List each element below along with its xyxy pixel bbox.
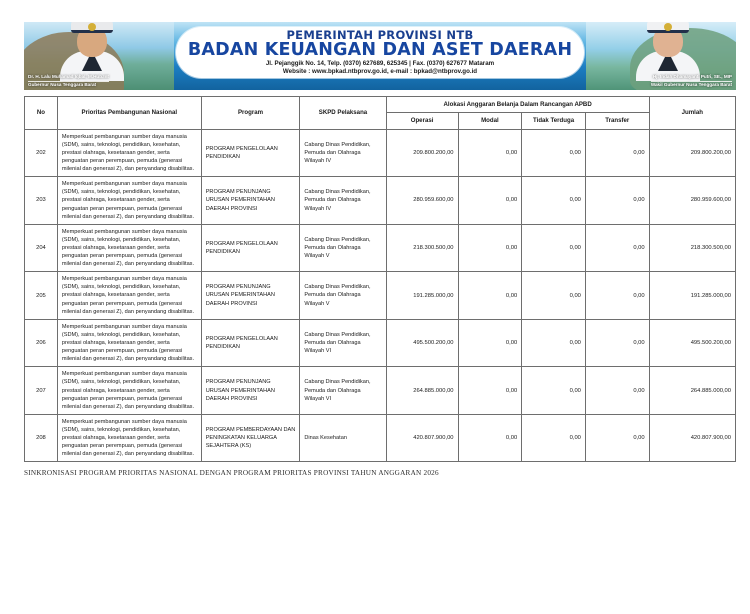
col-header-alokasi-group: Alokasi Anggaran Belanja Dalam Rancangan APBD [386, 97, 649, 113]
report-table-container [22, 96, 732, 462]
table-row [25, 414, 736, 462]
col-header-transfer: Transfer [585, 113, 649, 129]
cell-operasi: 495.500.200,00 [386, 319, 458, 367]
cell-program: PROGRAM PEMBERDAYAAN DAN PENINGKATAN KELUARGA SEJAHTERA (KS) [201, 414, 300, 462]
cell-program: PROGRAM PENUNJANG URUSAN PEMERINTAHAN DAERAH PROVINSI [201, 177, 300, 225]
cell-operasi: 420.807.900,00 [386, 414, 458, 462]
table-row [25, 224, 736, 272]
col-header-tidak-terduga: Tidak Terduga [522, 113, 586, 129]
cell-no: 205 [25, 272, 58, 320]
col-header-skpd: SKPD Pelaksana [300, 97, 386, 130]
table-header [25, 97, 736, 130]
cell-skpd: Cabang Dinas Pendidikan, Pemuda dan Olahraga Wilayah IV [300, 129, 386, 177]
cell-transfer: 0,00 [585, 319, 649, 367]
table-row [25, 177, 736, 225]
cell-operasi: 218.300.500,00 [386, 224, 458, 272]
cell-prioritas: Memperkuat pembangunan sumber daya manusia (SDM), sains, teknologi, pendidikan, kesehatan, prestasi olahraga, kesetaraan gender, serta penguatan peran perempuan, pemuda (generasi milenial dan generasi Z), dan penyandang disabilitas. [57, 319, 201, 367]
cell-operasi: 264.885.000,00 [386, 367, 458, 415]
cell-tidak-terduga: 0,00 [522, 177, 586, 225]
cell-skpd: Cabang Dinas Pendidikan, Pemuda dan Olahraga Wilayah VI [300, 367, 386, 415]
cell-prioritas: Memperkuat pembangunan sumber daya manusia (SDM), sains, teknologi, pendidikan, kesehatan, prestasi olahraga, kesetaraan gender, serta penguatan peran perempuan, pemuda (generasi milenial dan generasi Z), dan penyandang disabilitas. [57, 367, 201, 415]
cell-skpd: Dinas Kesehatan [300, 414, 386, 462]
cell-prioritas: Memperkuat pembangunan sumber daya manusia (SDM), sains, teknologi, pendidikan, kesehatan, prestasi olahraga, kesetaraan gender, serta penguatan peran perempuan, pemuda (generasi milenial dan generasi Z), dan penyandang disabilitas. [57, 129, 201, 177]
table-row [25, 272, 736, 320]
cell-jumlah: 495.500.200,00 [649, 319, 735, 367]
vice-governor-title-right: Wakil Gubernur Nusa Tenggara Barat [650, 81, 732, 87]
cell-skpd: Cabang Dinas Pendidikan, Pemuda dan Olahraga Wilayah V [300, 224, 386, 272]
cell-tidak-terduga: 0,00 [522, 129, 586, 177]
cell-tidak-terduga: 0,00 [522, 367, 586, 415]
cell-prioritas: Memperkuat pembangunan sumber daya manusia (SDM), sains, teknologi, pendidikan, kesehatan, prestasi olahraga, kesetaraan gender, serta penguatan peran perempuan, pemuda (generasi milenial dan generasi Z), dan penyandang disabilitas. [57, 224, 201, 272]
cell-modal: 0,00 [458, 177, 522, 225]
cap-emblem-icon [664, 23, 672, 31]
col-header-prioritas: Prioritas Pembangunan Nasional [57, 97, 201, 130]
table-header-row-1 [25, 97, 736, 113]
cell-operasi: 191.285.000,00 [386, 272, 458, 320]
cell-transfer: 0,00 [585, 224, 649, 272]
col-header-modal: Modal [458, 113, 522, 129]
cap-emblem-icon [88, 23, 96, 31]
cell-transfer: 0,00 [585, 177, 649, 225]
cell-transfer: 0,00 [585, 367, 649, 415]
governor-name-left: Dr. H. Lalu Muhamad Iqbal, M.Hub.Int [28, 74, 109, 82]
letterhead-banner [24, 22, 736, 90]
table-row [25, 367, 736, 415]
cell-no: 202 [25, 129, 58, 177]
cell-jumlah: 218.300.500,00 [649, 224, 735, 272]
vice-governor-caption-right [651, 74, 732, 88]
governor-photo-left [24, 22, 174, 90]
cell-tidak-terduga: 0,00 [522, 319, 586, 367]
governor-title-left: Gubernur Nusa Tenggara Barat [28, 81, 97, 87]
cell-transfer: 0,00 [585, 129, 649, 177]
cell-program: PROGRAM PENGELOLAAN PENDIDIKAN [201, 129, 300, 177]
cell-program: PROGRAM PENGELOLAAN PENDIDIKAN [201, 224, 300, 272]
cell-jumlah: 191.285.000,00 [649, 272, 735, 320]
cell-modal: 0,00 [458, 414, 522, 462]
table-row [25, 129, 736, 177]
cell-skpd: Cabang Dinas Pendidikan, Pemuda dan Olahraga Wilayah V [300, 272, 386, 320]
governor-portrait-figure [60, 25, 124, 81]
cell-no: 207 [25, 367, 58, 415]
cell-program: PROGRAM PENUNJANG URUSAN PEMERINTAHAN DAERAH PROVINSI [201, 367, 300, 415]
cell-tidak-terduga: 0,00 [522, 414, 586, 462]
cell-modal: 0,00 [458, 272, 522, 320]
cell-jumlah: 280.959.600,00 [649, 177, 735, 225]
cell-no: 206 [25, 319, 58, 367]
agency-address: Jl. Pejanggik No. 14, Telp. (0370) 627689, 625345 | Fax. (0370) 627677 Mataram [265, 59, 495, 67]
cell-jumlah: 264.885.000,00 [649, 367, 735, 415]
cell-prioritas: Memperkuat pembangunan sumber daya manusia (SDM), sains, teknologi, pendidikan, kesehatan, prestasi olahraga, kesetaraan gender, serta penguatan peran perempuan, pemuda (generasi milenial dan generasi Z), dan penyandang disabilitas. [57, 177, 201, 225]
cell-no: 203 [25, 177, 58, 225]
cell-jumlah: 420.807.900,00 [649, 414, 735, 462]
cell-tidak-terduga: 0,00 [522, 224, 586, 272]
cell-no: 204 [25, 224, 58, 272]
col-header-operasi: Operasi [386, 113, 458, 129]
cell-prioritas: Memperkuat pembangunan sumber daya manusia (SDM), sains, teknologi, pendidikan, kesehatan, prestasi olahraga, kesetaraan gender, serta penguatan peran perempuan, pemuda (generasi milenial dan generasi Z), dan penyandang disabilitas. [57, 272, 201, 320]
cell-modal: 0,00 [458, 367, 522, 415]
cell-skpd: Cabang Dinas Pendidikan, Pemuda dan Olahraga Wilayah IV [300, 177, 386, 225]
cell-transfer: 0,00 [585, 414, 649, 462]
vice-governor-photo-right [586, 22, 736, 90]
col-header-no: No [25, 97, 58, 130]
col-header-jumlah: Jumlah [649, 97, 735, 130]
government-name: PEMERINTAH PROVINSI NTB [286, 27, 474, 42]
cell-transfer: 0,00 [585, 272, 649, 320]
cell-no: 208 [25, 414, 58, 462]
col-header-program: Program [201, 97, 300, 130]
cell-tidak-terduga: 0,00 [522, 272, 586, 320]
agency-name: BADAN KEUANGAN DAN ASET DAERAH [187, 39, 573, 60]
cell-jumlah: 209.800.200,00 [649, 129, 735, 177]
cell-prioritas: Memperkuat pembangunan sumber daya manusia (SDM), sains, teknologi, pendidikan, kesehatan, prestasi olahraga, kesetaraan gender, serta penguatan peran perempuan, pemuda (generasi milenial dan generasi Z), dan penyandang disabilitas. [57, 414, 201, 462]
cell-program: PROGRAM PENGELOLAAN PENDIDIKAN [201, 319, 300, 367]
document-footer: SINKRONISASI PROGRAM PRIORITAS NASIONAL DENGAN PROGRAM PRIORITAS PROVINSI TAHUN ANGGARAN 2026 [24, 469, 439, 478]
governor-caption-left [28, 74, 109, 88]
cell-program: PROGRAM PENUNJANG URUSAN PEMERINTAHAN DAERAH PROVINSI [201, 272, 300, 320]
table-body [25, 129, 736, 462]
vice-governor-name-right: Hj. Indah Dhamayanti Putri, SE., MIP [651, 74, 732, 82]
cell-skpd: Cabang Dinas Pendidikan, Pemuda dan Olahraga Wilayah VI [300, 319, 386, 367]
vice-governor-portrait-figure [636, 25, 700, 81]
budget-synchronization-table [24, 96, 736, 462]
cell-modal: 0,00 [458, 224, 522, 272]
agency-website-email: Website : www.bpkad.ntbprov.go.id, e-mail : bpkad@ntbprov.go.id [282, 67, 478, 75]
cell-operasi: 280.959.600,00 [386, 177, 458, 225]
cell-modal: 0,00 [458, 129, 522, 177]
cell-operasi: 209.800.200,00 [386, 129, 458, 177]
table-row [25, 319, 736, 367]
letterhead-title-plate [176, 27, 584, 78]
cell-modal: 0,00 [458, 319, 522, 367]
